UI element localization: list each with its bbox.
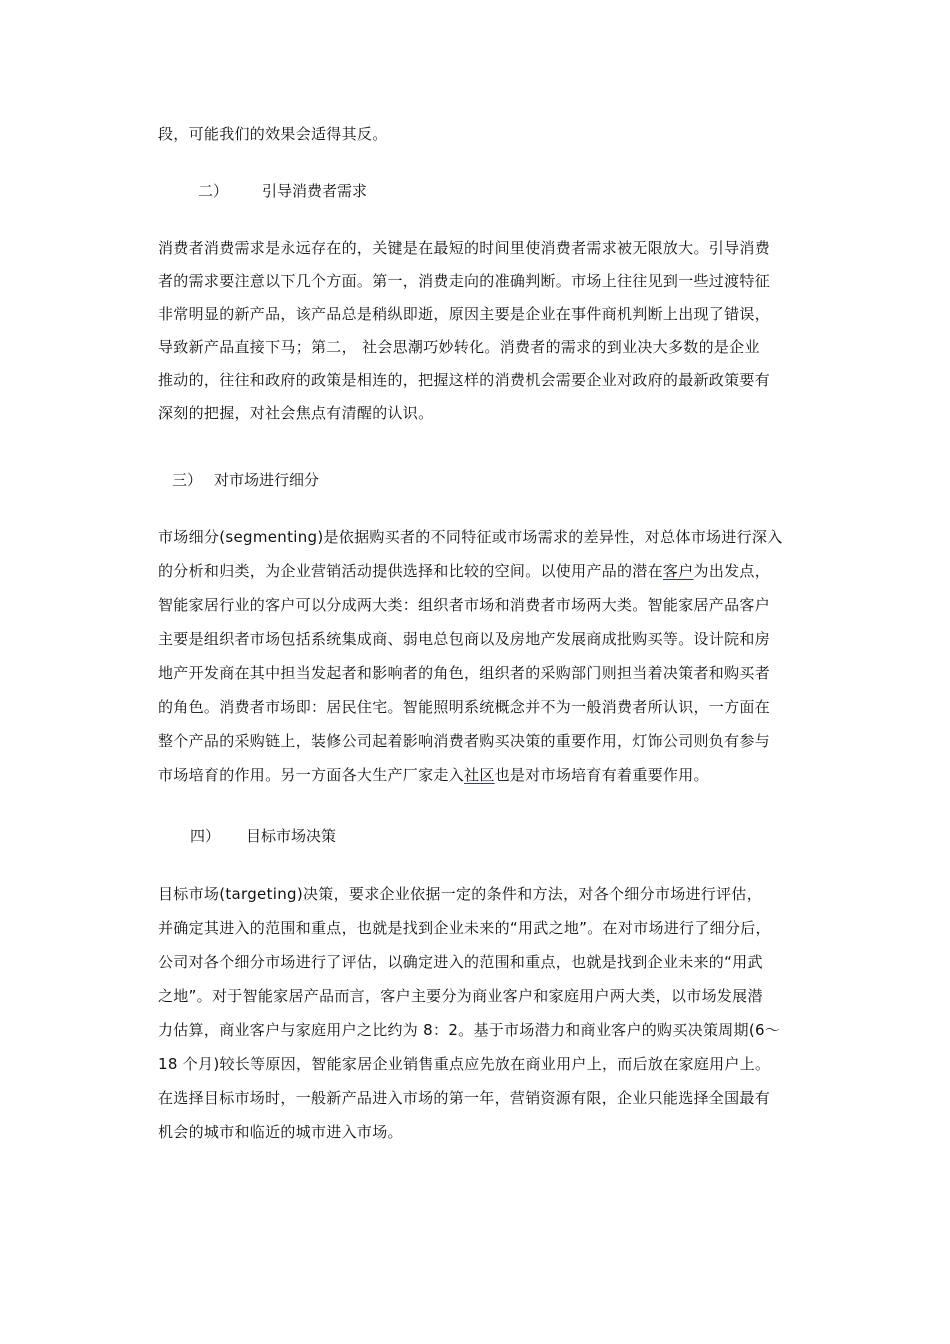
paragraph-line: 之地”。对于智能家居产品而言，客户主要分为商业客户和家庭用户两大类，以市场发展潜	[158, 987, 763, 1005]
paragraph-line: 导致新产品直接下马；第二， 社会思潮巧妙转化。消费者的需求的到业决大多数的是企业	[158, 338, 760, 356]
paragraph-line: 机会的城市和临近的城市进入市场。	[158, 1123, 403, 1141]
section-heading-4	[190, 826, 336, 846]
paragraph-line: 的角色。消费者市场即：居民住宅。智能照明系统概念并不为一般消费者所认识，一方面在	[158, 698, 771, 716]
paragraph-line: 智能家居行业的客户可以分成两大类：组织者市场和消费者市场两大类。智能家居产品客户	[158, 596, 771, 614]
text-segment: 的分析和归类，为企业营销活动提供选择和比较的空间。以使用产品的潜在	[158, 562, 663, 580]
customer-link[interactable]: 客户	[662, 562, 694, 580]
text-segment: 市场培育的作用。另一方面各大生产厂家走入	[158, 766, 465, 784]
section-title: 对市场进行细分	[214, 471, 320, 489]
section-title: 目标市场决策	[246, 827, 337, 845]
section-heading-2	[198, 181, 367, 201]
paragraph-line: 主要是组织者市场包括系统集成商、弱电总包商以及房地产发展商成批购买等。设计院和房	[158, 630, 771, 648]
paragraph-line: 地产开发商在其中担当发起者和影响者的角色，组织者的采购部门则担当着决策者和购买者	[158, 664, 771, 682]
paragraph-line: 整个产品的采购链上，装修公司起着影响消费者购买决策的重要作用，灯饰公司则负有参与	[158, 732, 771, 750]
paragraph-line: 目标市场(targeting)决策，要求企业依据一定的条件和方法，对各个细分市场进行评估，	[158, 885, 763, 903]
paragraph-line: 市场细分(segmenting)是依据购买者的不同特征或市场需求的差异性，对总体市场进行深入	[158, 528, 783, 546]
paragraph-line	[158, 765, 709, 785]
paragraph-line: 非常明显的新产品，该产品总是稍纵即逝，原因主要是企业在事件商机判断上出现了错误，	[158, 305, 771, 323]
paragraph-line: 并确定其进入的范围和重点，也就是找到企业未来的“用武之地”。在对市场进行了细分后，	[158, 919, 771, 937]
section-number: 二）	[198, 182, 229, 200]
community-link[interactable]: 社区	[464, 766, 495, 784]
paragraph-line: 推动的，往往和政府的政策是相连的，把握这样的消费机会需要企业对政府的最新政策要有	[158, 371, 771, 389]
paragraph-line: 者的需求要注意以下几个方面。第一，消费走向的准确判断。市场上往往见到一些过渡特征	[158, 272, 771, 290]
paragraph-line: 力估算，商业客户与家庭用户之比约为 8：2。基于市场潜力和商业客户的购买决策周期(6～	[158, 1021, 781, 1039]
paragraph-line: 消费者消费需求是永远存在的，关键是在最短的时间里使消费者需求被无限放大。引导消费	[158, 239, 771, 257]
text-segment: 为出发点，	[693, 562, 771, 580]
text-segment: 也是对市场培育有着重要作用。	[494, 766, 709, 784]
paragraph-line: 在选择目标市场时，一般新产品进入市场的第一年，营销资源有限，企业只能选择全国最有	[158, 1089, 771, 1107]
intro-line: 段，可能我们的效果会适得其反。	[158, 125, 388, 143]
paragraph-line: 18 个月)较长等原因，智能家居企业销售重点应先放在商业用户上，而后放在家庭用户上。	[158, 1055, 771, 1073]
section-heading-3	[172, 470, 319, 490]
section-title: 引导消费者需求	[262, 182, 368, 200]
paragraph-line: 公司对各个细分市场进行了评估，以确定进入的范围和重点，也就是找到企业未来的“用武	[158, 953, 763, 971]
section-number: 三）	[172, 471, 203, 489]
section-number: 四）	[190, 827, 221, 845]
paragraph-line	[158, 561, 770, 581]
paragraph-line: 深刻的把握，对社会焦点有清醒的认识。	[158, 404, 434, 422]
